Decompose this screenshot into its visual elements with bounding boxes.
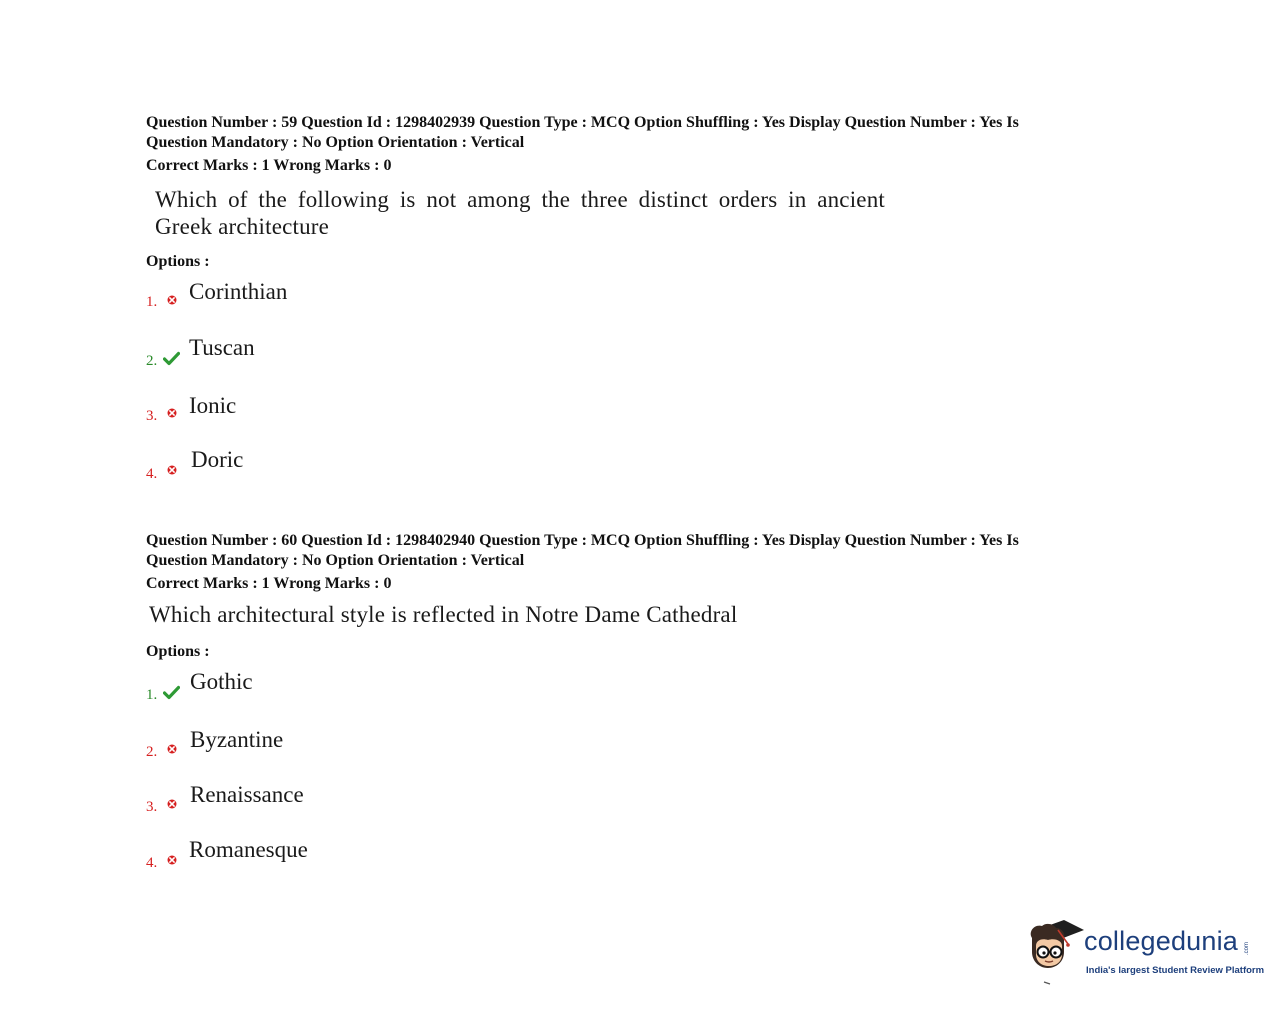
option-label: Ionic bbox=[189, 393, 237, 418]
question-meta bbox=[146, 531, 1106, 570]
question-meta bbox=[146, 113, 1106, 152]
logo-suffix: .com bbox=[1244, 942, 1250, 956]
check-icon bbox=[163, 685, 180, 700]
option-label: Gothic bbox=[190, 669, 253, 694]
question-60 bbox=[146, 531, 1106, 871]
cross-icon bbox=[165, 797, 179, 811]
option-item bbox=[146, 279, 746, 313]
option-number: 1. bbox=[146, 294, 158, 310]
options-label: Options : bbox=[146, 253, 210, 270]
question-marks: Correct Marks : 1 Wrong Marks : 0 bbox=[146, 157, 392, 174]
option-item bbox=[146, 837, 746, 871]
question-meta-line: Question Number : 59 Question Id : 1298402939 Question Type : MCQ Option Shuffling : Yes Display Question Number : Yes Is bbox=[146, 114, 1019, 131]
logo-tagline: India's largest Student Review Platform bbox=[1086, 965, 1265, 976]
option-item bbox=[146, 447, 746, 481]
option-item bbox=[146, 393, 746, 427]
question-marks: Correct Marks : 1 Wrong Marks : 0 bbox=[146, 575, 392, 592]
option-label: Byzantine bbox=[190, 727, 284, 752]
question-text: Which of the following is not among the three distinct orders in ancient Greek architecture bbox=[155, 187, 885, 239]
option-number: 3. bbox=[146, 408, 158, 424]
option-item bbox=[146, 335, 746, 369]
option-label: Romanesque bbox=[189, 837, 308, 862]
option-label: Doric bbox=[191, 447, 244, 472]
question-text: Which architectural style is reflected in Notre Dame Cathedral bbox=[149, 602, 738, 627]
options-list bbox=[146, 271, 1106, 482]
question-meta-line: Question Mandatory : No Option Orientation : Vertical bbox=[146, 133, 525, 151]
mascot-logo-icon bbox=[1022, 916, 1088, 988]
collegedunia-logo bbox=[1022, 916, 1265, 991]
option-number: 4. bbox=[146, 855, 158, 871]
logo-name: collegedunia bbox=[1084, 926, 1239, 956]
cross-icon bbox=[165, 406, 179, 420]
option-item bbox=[146, 782, 746, 816]
option-number: 2. bbox=[146, 744, 158, 760]
option-item bbox=[146, 727, 746, 761]
options-label: Options : bbox=[146, 643, 210, 660]
question-59 bbox=[146, 113, 1106, 482]
option-label: Corinthian bbox=[189, 279, 288, 304]
option-number: 2. bbox=[146, 353, 158, 369]
option-item bbox=[146, 669, 746, 703]
cross-icon bbox=[165, 853, 179, 867]
check-icon bbox=[163, 351, 180, 366]
cross-icon bbox=[165, 742, 179, 756]
options-list bbox=[146, 661, 1106, 871]
cross-icon bbox=[165, 463, 179, 477]
option-number: 1. bbox=[146, 687, 158, 703]
option-label: Tuscan bbox=[189, 335, 255, 360]
cross-icon bbox=[165, 293, 179, 307]
option-number: 4. bbox=[146, 466, 158, 482]
option-label: Renaissance bbox=[190, 782, 304, 807]
question-meta-line: Question Number : 60 Question Id : 1298402940 Question Type : MCQ Option Shuffling : Yes Display Question Number : Yes Is bbox=[146, 532, 1019, 549]
question-meta-line: Question Mandatory : No Option Orientation : Vertical bbox=[146, 551, 525, 569]
option-number: 3. bbox=[146, 799, 158, 815]
